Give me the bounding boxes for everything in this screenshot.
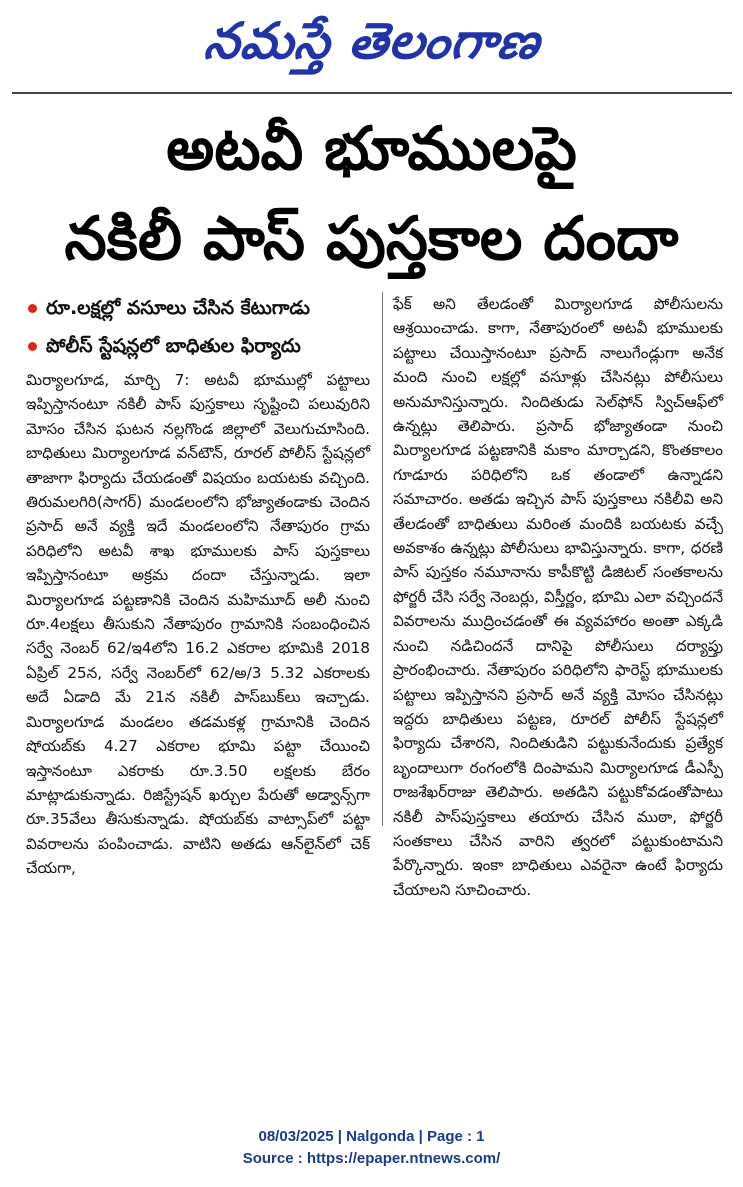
article-body-left: మిర్యాలగూడ, మార్చి 7: అటవీ భూముల్లో పట్టాలు ఇప్పిస్తానంటూ నకిలీ పాస్ పుస్తకాలు సృష్టించి పలువురిని మోసం చేసిన ఘటన నల్లగొండ జిల్లాలో వెలుగుచూసింది. బాధితులు మిర్యాలగూడ వన్‌టౌన్, రూరల్ పోలీస్ స్టేషన్లలో తాజాగా ఫిర్యాదు చేయడంతో విషయం బయటకు వచ్చింది. తిరుమలగిరి(సాగర్) మండలంలోని భోజ్యాతండాకు చెందిన ప్రసాద్ అనే వ్యక్తి ఇదే మండలంలోని నేతాపురం గ్రామ పరిధిలోని అటవీ శాఖ భూములకు పాస్ పుస్తకాలు ఇప్పిస్తానంటూ అక్రమ దందా చేస్తున్నాడు. ఇలా మిర్యాలగూడ పట్టణానికి చెందిన మహిమూద్ అలీ నుంచి రూ.4లక్షలు తీసుకుని నేతాపురం గ్రామానికి సంబంధించిన సర్వే నెంబర్ 62/ఇ4లోని 16.2 ఎకరాల భూమికి 2018 ఏప్రిల్ 25న, సర్వే నెంబర్‌లో 62/అ/3 5.32 ఎకరాలకు అదే ఏడాది మే 21న నకిలీ పాస్‌బుక్‌లు ఇచ్చాడు. మిర్యాలగూడ మండలం తడమకళ్ల గ్రామానికి చెందిన షోయబ్‌కు 4.27 ఎకరాల భూమి పట్టా చేయించి ఇస్తానంటూ ఎకరాకు రూ.3.50 లక్షలకు బేరం మాట్లాడుకున్నాడు. రిజిస్ట్రేషన్ ఖర్చుల పేరుతో అడ్వాన్స్‌గా రూ.35వేలు తీసుకున్నాడు. షోయబ్‌కు వాట్సాప్‌లో పట్టా వివరాలను పంపించాడు. వాటిని అతడు ఆన్‌లైన్‌లో చెక్ చేయగా, [26, 371, 370, 878]
column-divider [382, 292, 383, 826]
newspaper-masthead [0, 12, 743, 82]
bullet-dot-icon [28, 342, 37, 351]
bullet-text: రూ.లక్షల్లో వసూలు చేసిన కేటుగాడు [46, 297, 310, 319]
bullet-text: పోలీస్ స్టేషన్లలో బాధితుల ఫిర్యాదు [46, 335, 301, 357]
masthead-logo: నమస్తే తెలంగాణ [201, 11, 544, 70]
article-body-right: ఫేక్ అని తేలడంతో మిర్యాలగూడ పోలీసులను ఆశ్రయించాడు. కాగా, నేతాపురంలో అటవీ భూములకు పట్టాలు చేయిస్తానంటూ ప్రసాద్ నాలుగేండ్లుగా అనేక మంది నుంచి లక్షల్లో వసూళ్లు చేసినట్లు పోలీసులు అనుమానిస్తున్నారు. నిందితుడు సెల్‌ఫోన్ స్విచ్ఆఫ్‌లో ఉన్నట్లు తెలిపారు. ప్రసాద్ భోజ్యాతండా నుంచి మిర్యాలగూడ పట్టణానికి మకాం మార్చాడని, కొంతకాలం గూడూరు పరిధిలోని ఒక తండాలో ఉన్నాడని సమాచారం. అతడు ఇచ్చిన పాస్ పుస్తకాలు నకిలీవి అని తేలడంతో బాధితులు మరింత మందికి బయటకు వచ్చే అవకాశం ఉన్నట్లు పోలీసులు భావిస్తున్నారు. కాగా, ధరణి పాస్ పుస్తకం నమూనాను కాపీకొట్టి డిజిటల్ సంతకాలను ఫోర్జరీ చేసి సర్వే నెంబర్లు, విస్తీర్ణం, భూమి ఎలా వచ్చిందనే వివరాలను ముద్రించడంతో ఈ వ్యవహారం అంతా ఎక్కడి నుంచి నడిచిందనే దానిపై పోలీసులు దర్యాప్తు ప్రారంభించారు. నేతాపురం పరిధిలోని ఫారెస్ట్ భూములకు పట్టాలు ఇప్పిస్తానని ప్రసాద్ అనే వ్యక్తి మోసం చేసినట్లు ఇద్దరు బాధితులు పట్టణ, రూరల్ పోలీస్ స్టేషన్లలో ఫిర్యాదు చేశారని, నిందితుడిని పట్టుకునేందుకు ప్రత్యేక బృందాలుగా రంగంలోకి దింపామని మిర్యాలగూడ డీఎస్పీ రాజశేఖర్‌రాజు తెలిపారు. అతడిని పట్టుకోవడంతోపాటు నకిలీ పాస్‌పుస్తకాలు తయారు చేసిన ముఠా, ఫోర్జరీ సంతకాలు చేసిన వారిని త్వరలో పట్టుకుంటామని పేర్కొన్నారు. ఇంకా బాధితులు ఎవరైనా ఉంటే ఫిర్యాదు చేయాలని సూచించారు. [393, 295, 723, 899]
bullet-dot-icon [28, 304, 37, 313]
masthead-divider [12, 92, 732, 94]
headline-line-1: అటవీ భూములపై [166, 114, 577, 184]
article-headline [10, 104, 733, 284]
footer-date-edition: 08/03/2025 | Nalgonda | Page : 1 [258, 1128, 485, 1145]
highlight-bullet [26, 292, 370, 324]
headline-line-2: నకిలీ పాస్ పుస్తకాల దందా [64, 204, 679, 274]
article-column-left [26, 292, 370, 878]
highlight-bullet [26, 330, 370, 362]
article-column-right [393, 292, 723, 899]
footer-source: Source : https://epaper.ntnews.com/ [242, 1150, 501, 1167]
